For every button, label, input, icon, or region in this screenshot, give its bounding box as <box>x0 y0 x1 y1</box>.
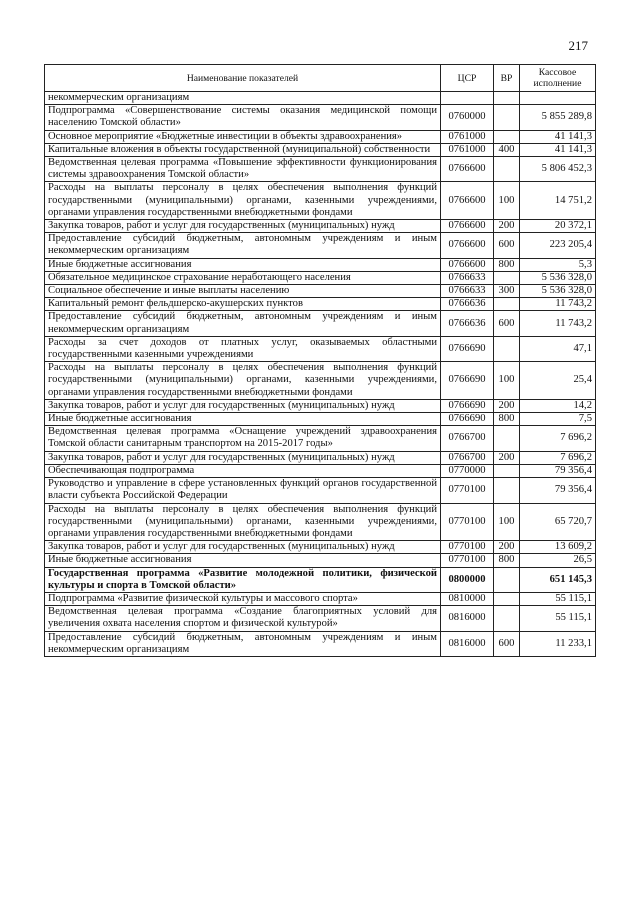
table-row <box>45 182 596 220</box>
row-name-cell: Обеспечивающая подпрограмма <box>45 464 441 477</box>
table-row <box>45 271 596 284</box>
table-body <box>45 92 596 657</box>
row-name-cell: Предоставление субсидий бюджетным, автономным учреждениям и иным некоммерческим организациям <box>45 311 441 336</box>
row-vr-cell: 200 <box>494 541 520 554</box>
row-csr-cell: 0770100 <box>441 541 494 554</box>
row-amount-cell: 41 141,3 <box>520 130 596 143</box>
header-name: Наименование показателей <box>45 65 441 92</box>
row-csr-cell: 0770100 <box>441 554 494 567</box>
row-csr-cell: 0770100 <box>441 503 494 541</box>
row-name-cell: Иные бюджетные ассигнования <box>45 258 441 271</box>
row-amount-cell: 223 205,4 <box>520 233 596 258</box>
row-name-cell: Социальное обеспечение и иные выплаты населению <box>45 285 441 298</box>
row-vr-cell <box>494 426 520 451</box>
row-name-cell: Предоставление субсидий бюджетным, автономным учреждениям и иным некоммерческим организациям <box>45 233 441 258</box>
row-name-cell: Обязательное медицинское страхование неработающего населения <box>45 271 441 284</box>
table-row <box>45 105 596 130</box>
table-row <box>45 298 596 311</box>
row-name-cell: Расходы на выплаты персоналу в целях обеспечения выполнения функций государственными (муниципальными) органами, казенными учреждениями, органами управления государственными внебюджетными фондами <box>45 182 441 220</box>
row-vr-cell: 800 <box>494 258 520 271</box>
row-amount-cell <box>520 92 596 105</box>
row-csr-cell: 0766700 <box>441 451 494 464</box>
row-amount-cell: 79 356,4 <box>520 464 596 477</box>
row-name-cell: Расходы на выплаты персоналу в целях обеспечения выполнения функций государственными (муниципальными) органами, казенными учреждениями, органами управления государственными внебюджетными фондами <box>45 362 441 400</box>
row-name-cell: Ведомственная целевая программа «Создание благоприятных условий для увеличения охвата населения спортом и физической культурой» <box>45 606 441 631</box>
row-vr-cell <box>494 606 520 631</box>
row-vr-cell: 200 <box>494 220 520 233</box>
row-csr-cell: 0766600 <box>441 220 494 233</box>
table-row <box>45 285 596 298</box>
row-amount-cell: 65 720,7 <box>520 503 596 541</box>
row-amount-cell: 7 696,2 <box>520 426 596 451</box>
table-row <box>45 606 596 631</box>
table-row <box>45 336 596 361</box>
header-vr: ВР <box>494 65 520 92</box>
table-row <box>45 362 596 400</box>
table-row <box>45 478 596 503</box>
row-amount-cell: 5 536 328,0 <box>520 271 596 284</box>
row-amount-cell: 651 145,3 <box>520 567 596 592</box>
row-vr-cell: 200 <box>494 399 520 412</box>
row-vr-cell <box>494 271 520 284</box>
row-name-cell: Закупка товаров, работ и услуг для государственных (муниципальных) нужд <box>45 541 441 554</box>
table-row <box>45 233 596 258</box>
row-csr-cell: 0761000 <box>441 143 494 156</box>
table-row <box>45 541 596 554</box>
row-vr-cell <box>494 130 520 143</box>
row-name-cell: Основное мероприятие «Бюджетные инвестиции в объекты здравоохранения» <box>45 130 441 143</box>
table-row <box>45 631 596 656</box>
row-csr-cell: 0770000 <box>441 464 494 477</box>
row-name-cell: Закупка товаров, работ и услуг для государственных (муниципальных) нужд <box>45 451 441 464</box>
table-row <box>45 258 596 271</box>
table-row <box>45 464 596 477</box>
row-csr-cell: 0766690 <box>441 336 494 361</box>
row-amount-cell: 11 233,1 <box>520 631 596 656</box>
row-csr-cell: 0766600 <box>441 233 494 258</box>
row-csr-cell <box>441 92 494 105</box>
row-csr-cell: 0766690 <box>441 399 494 412</box>
row-vr-cell <box>494 105 520 130</box>
row-amount-cell: 25,4 <box>520 362 596 400</box>
row-name-cell: Капитальный ремонт фельдшерско-акушерских пунктов <box>45 298 441 311</box>
row-amount-cell: 41 141,3 <box>520 143 596 156</box>
row-amount-cell: 7 696,2 <box>520 451 596 464</box>
row-amount-cell: 55 115,1 <box>520 592 596 605</box>
row-csr-cell: 0766690 <box>441 413 494 426</box>
budget-execution-table <box>44 64 596 657</box>
row-name-cell: Расходы на выплаты персоналу в целях обеспечения выполнения функций государственными (муниципальными) органами, казенными учреждениями, органами управления государственными внебюджетными фондами <box>45 503 441 541</box>
row-amount-cell: 20 372,1 <box>520 220 596 233</box>
table-row <box>45 143 596 156</box>
row-csr-cell: 0816000 <box>441 631 494 656</box>
row-amount-cell: 5 536 328,0 <box>520 285 596 298</box>
row-name-cell: Ведомственная целевая программа «Повышение эффективности функционирования системы здравоохранения Томской области» <box>45 157 441 182</box>
row-name-cell: Иные бюджетные ассигнования <box>45 554 441 567</box>
row-vr-cell: 600 <box>494 311 520 336</box>
row-amount-cell: 14 751,2 <box>520 182 596 220</box>
row-csr-cell: 0766690 <box>441 362 494 400</box>
row-csr-cell: 0770100 <box>441 478 494 503</box>
row-vr-cell: 600 <box>494 631 520 656</box>
row-amount-cell: 5,3 <box>520 258 596 271</box>
row-name-cell: Предоставление субсидий бюджетным, автономным учреждениям и иным некоммерческим организациям <box>45 631 441 656</box>
row-name-cell: Закупка товаров, работ и услуг для государственных (муниципальных) нужд <box>45 399 441 412</box>
row-csr-cell: 0810000 <box>441 592 494 605</box>
row-vr-cell: 100 <box>494 362 520 400</box>
row-name-cell: Закупка товаров, работ и услуг для государственных (муниципальных) нужд <box>45 220 441 233</box>
row-amount-cell: 79 356,4 <box>520 478 596 503</box>
row-csr-cell: 0816000 <box>441 606 494 631</box>
row-name-cell: Капитальные вложения в объекты государственной (муниципальной) собственности <box>45 143 441 156</box>
row-vr-cell <box>494 464 520 477</box>
row-csr-cell: 0766633 <box>441 271 494 284</box>
table-row <box>45 220 596 233</box>
row-name-cell: Расходы за счет доходов от платных услуг, оказываемых областными государственными казенными учреждениями <box>45 336 441 361</box>
row-vr-cell <box>494 592 520 605</box>
row-amount-cell: 13 609,2 <box>520 541 596 554</box>
row-csr-cell: 0766633 <box>441 285 494 298</box>
table-row <box>45 554 596 567</box>
row-amount-cell: 55 115,1 <box>520 606 596 631</box>
row-vr-cell <box>494 92 520 105</box>
table-row <box>45 451 596 464</box>
row-vr-cell <box>494 298 520 311</box>
header-amount: Кассовое исполнение <box>520 65 596 92</box>
row-vr-cell: 800 <box>494 554 520 567</box>
row-csr-cell: 0800000 <box>441 567 494 592</box>
row-vr-cell <box>494 478 520 503</box>
row-vr-cell: 100 <box>494 182 520 220</box>
table-row <box>45 130 596 143</box>
row-amount-cell: 47,1 <box>520 336 596 361</box>
header-csr: ЦСР <box>441 65 494 92</box>
row-name-cell: некоммерческим организациям <box>45 92 441 105</box>
row-name-cell: Государственная программа «Развитие молодежной политики, физической культуры и спорта в Томской области» <box>45 567 441 592</box>
row-vr-cell: 800 <box>494 413 520 426</box>
table-row <box>45 399 596 412</box>
row-amount-cell: 14,2 <box>520 399 596 412</box>
row-csr-cell: 0766700 <box>441 426 494 451</box>
page-number: 217 <box>568 38 588 53</box>
row-csr-cell: 0766636 <box>441 311 494 336</box>
row-amount-cell: 26,5 <box>520 554 596 567</box>
table-row <box>45 567 596 592</box>
row-csr-cell: 0766636 <box>441 298 494 311</box>
row-csr-cell: 0766600 <box>441 258 494 271</box>
row-name-cell: Ведомственная целевая программа «Оснащение учреждений здравоохранения Томской области санитарным транспортом на 2015-2017 годы» <box>45 426 441 451</box>
row-csr-cell: 0766600 <box>441 182 494 220</box>
row-amount-cell: 11 743,2 <box>520 311 596 336</box>
row-vr-cell <box>494 336 520 361</box>
table-row <box>45 157 596 182</box>
row-vr-cell: 100 <box>494 503 520 541</box>
table-row <box>45 92 596 105</box>
row-vr-cell: 600 <box>494 233 520 258</box>
row-name-cell: Руководство и управление в сфере установленных функций органов государственной власти субъекта Российской Федерации <box>45 478 441 503</box>
table-header-row <box>45 65 596 92</box>
row-amount-cell: 5 806 452,3 <box>520 157 596 182</box>
table-row <box>45 413 596 426</box>
table-row <box>45 311 596 336</box>
row-name-cell: Подпрограмма «Совершенствование системы оказания медицинской помощи населению Томской области» <box>45 105 441 130</box>
row-csr-cell: 0760000 <box>441 105 494 130</box>
row-name-cell: Иные бюджетные ассигнования <box>45 413 441 426</box>
row-vr-cell: 300 <box>494 285 520 298</box>
row-csr-cell: 0766600 <box>441 157 494 182</box>
row-amount-cell: 7,5 <box>520 413 596 426</box>
table-row <box>45 426 596 451</box>
table-row <box>45 592 596 605</box>
row-vr-cell: 400 <box>494 143 520 156</box>
row-name-cell: Подпрограмма «Развитие физической культуры и массового спорта» <box>45 592 441 605</box>
table-row <box>45 503 596 541</box>
row-csr-cell: 0761000 <box>441 130 494 143</box>
row-vr-cell <box>494 157 520 182</box>
row-amount-cell: 11 743,2 <box>520 298 596 311</box>
row-vr-cell: 200 <box>494 451 520 464</box>
row-amount-cell: 5 855 289,8 <box>520 105 596 130</box>
row-vr-cell <box>494 567 520 592</box>
